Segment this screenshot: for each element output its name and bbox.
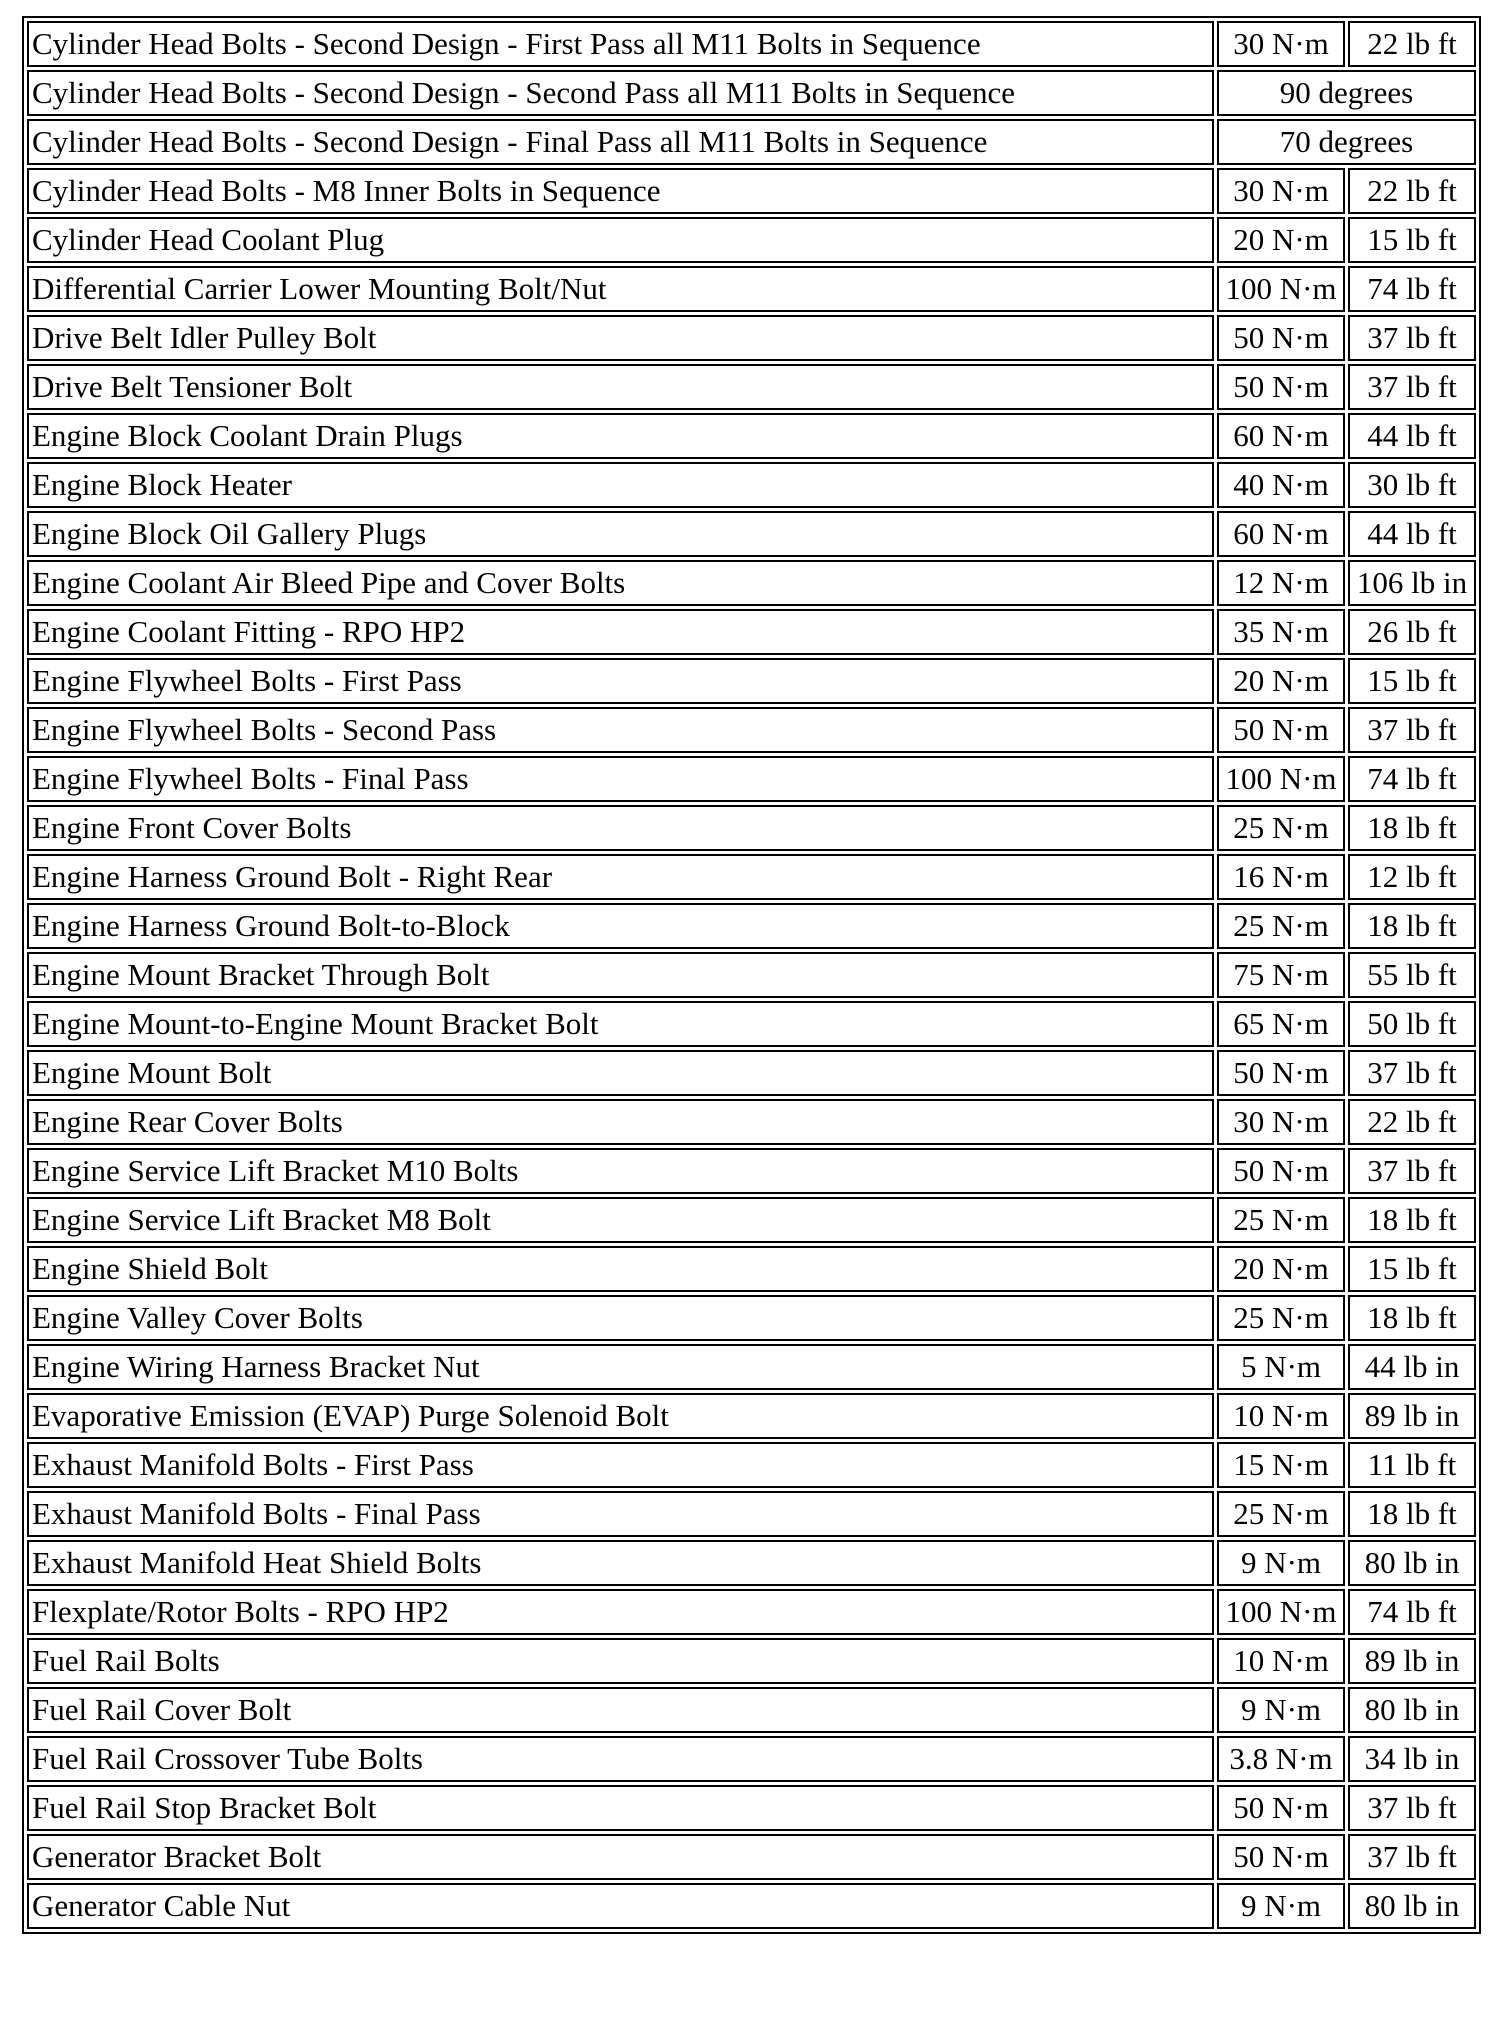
torque-metric: 30 N·m [1217,168,1345,214]
table-row [27,1295,1476,1341]
torque-angle-spec: 70 degrees [1217,119,1476,165]
torque-metric: 50 N·m [1217,364,1345,410]
table-row [27,21,1476,67]
torque-english: 89 lb in [1348,1393,1476,1439]
fastener-description: Cylinder Head Bolts - Second Design - Second Pass all M11 Bolts in Sequence [27,70,1214,116]
fastener-description: Cylinder Head Bolts - Second Design - Final Pass all M11 Bolts in Sequence [27,119,1214,165]
torque-english: 74 lb ft [1348,266,1476,312]
fastener-description: Fuel Rail Stop Bracket Bolt [27,1785,1214,1831]
torque-metric: 9 N·m [1217,1883,1345,1929]
table-row [27,462,1476,508]
fastener-description: Generator Cable Nut [27,1883,1214,1929]
fastener-description: Differential Carrier Lower Mounting Bolt/Nut [27,266,1214,312]
torque-english: 18 lb ft [1348,903,1476,949]
torque-metric: 10 N·m [1217,1393,1345,1439]
table-row [27,952,1476,998]
torque-metric: 20 N·m [1217,658,1345,704]
torque-english: 80 lb in [1348,1883,1476,1929]
torque-metric: 9 N·m [1217,1540,1345,1586]
table-row [27,364,1476,410]
torque-metric: 30 N·m [1217,1099,1345,1145]
table-row [27,1491,1476,1537]
torque-metric: 3.8 N·m [1217,1736,1345,1782]
table-row [27,1540,1476,1586]
torque-english: 15 lb ft [1348,1246,1476,1292]
fastener-description: Engine Block Coolant Drain Plugs [27,413,1214,459]
fastener-description: Exhaust Manifold Bolts - First Pass [27,1442,1214,1488]
torque-english: 44 lb ft [1348,511,1476,557]
fastener-description: Engine Wiring Harness Bracket Nut [27,1344,1214,1390]
torque-metric: 25 N·m [1217,1197,1345,1243]
fastener-description: Engine Block Heater [27,462,1214,508]
torque-metric: 50 N·m [1217,315,1345,361]
torque-metric: 50 N·m [1217,1785,1345,1831]
torque-english: 11 lb ft [1348,1442,1476,1488]
fastener-description: Cylinder Head Coolant Plug [27,217,1214,263]
fastener-description: Exhaust Manifold Heat Shield Bolts [27,1540,1214,1586]
torque-metric: 60 N·m [1217,511,1345,557]
fastener-description: Drive Belt Idler Pulley Bolt [27,315,1214,361]
torque-metric: 9 N·m [1217,1687,1345,1733]
torque-english: 22 lb ft [1348,21,1476,67]
fastener-description: Engine Flywheel Bolts - Second Pass [27,707,1214,753]
table-row [27,1050,1476,1096]
fastener-description: Engine Harness Ground Bolt-to-Block [27,903,1214,949]
fastener-description: Cylinder Head Bolts - M8 Inner Bolts in Sequence [27,168,1214,214]
fastener-description: Engine Flywheel Bolts - Final Pass [27,756,1214,802]
torque-metric: 5 N·m [1217,1344,1345,1390]
torque-metric: 50 N·m [1217,1050,1345,1096]
fastener-description: Engine Service Lift Bracket M10 Bolts [27,1148,1214,1194]
torque-english: 80 lb in [1348,1687,1476,1733]
fastener-description: Exhaust Manifold Bolts - Final Pass [27,1491,1214,1537]
table-row [27,1687,1476,1733]
table-row [27,1834,1476,1880]
torque-english: 37 lb ft [1348,364,1476,410]
fastener-description: Engine Mount Bolt [27,1050,1214,1096]
fastener-description: Drive Belt Tensioner Bolt [27,364,1214,410]
torque-metric: 12 N·m [1217,560,1345,606]
table-row [27,756,1476,802]
torque-english: 37 lb ft [1348,1834,1476,1880]
torque-metric: 10 N·m [1217,1638,1345,1684]
torque-english: 18 lb ft [1348,1491,1476,1537]
torque-metric: 60 N·m [1217,413,1345,459]
fastener-description: Generator Bracket Bolt [27,1834,1214,1880]
table-row [27,658,1476,704]
table-row [27,1001,1476,1047]
fastener-description: Fuel Rail Bolts [27,1638,1214,1684]
torque-metric: 25 N·m [1217,903,1345,949]
fastener-description: Flexplate/Rotor Bolts - RPO HP2 [27,1589,1214,1635]
torque-english: 37 lb ft [1348,315,1476,361]
table-row [27,903,1476,949]
torque-metric: 25 N·m [1217,805,1345,851]
fastener-description: Engine Mount Bracket Through Bolt [27,952,1214,998]
table-row [27,413,1476,459]
table-row [27,1148,1476,1194]
fastener-description: Engine Coolant Fitting - RPO HP2 [27,609,1214,655]
table-row [27,1785,1476,1831]
table-row [27,1638,1476,1684]
table-row [27,854,1476,900]
torque-english: 12 lb ft [1348,854,1476,900]
torque-metric: 100 N·m [1217,1589,1345,1635]
table-row [27,609,1476,655]
torque-english: 80 lb in [1348,1540,1476,1586]
torque-metric: 35 N·m [1217,609,1345,655]
torque-metric: 25 N·m [1217,1491,1345,1537]
table-row [27,315,1476,361]
table-row [27,1883,1476,1929]
torque-english: 106 lb in [1348,560,1476,606]
torque-english: 15 lb ft [1348,217,1476,263]
table-row [27,1736,1476,1782]
torque-metric: 50 N·m [1217,1148,1345,1194]
torque-english: 18 lb ft [1348,805,1476,851]
torque-english: 74 lb ft [1348,1589,1476,1635]
fastener-description: Engine Service Lift Bracket M8 Bolt [27,1197,1214,1243]
table-row [27,511,1476,557]
fastener-description: Fuel Rail Crossover Tube Bolts [27,1736,1214,1782]
torque-metric: 40 N·m [1217,462,1345,508]
torque-english: 55 lb ft [1348,952,1476,998]
torque-metric: 75 N·m [1217,952,1345,998]
torque-english: 22 lb ft [1348,1099,1476,1145]
torque-english: 37 lb ft [1348,1148,1476,1194]
torque-metric: 20 N·m [1217,217,1345,263]
fastener-description: Engine Rear Cover Bolts [27,1099,1214,1145]
table-row [27,119,1476,165]
fastener-description: Engine Front Cover Bolts [27,805,1214,851]
fastener-description: Engine Coolant Air Bleed Pipe and Cover Bolts [27,560,1214,606]
torque-angle-spec: 90 degrees [1217,70,1476,116]
table-row [27,1246,1476,1292]
torque-english: 37 lb ft [1348,707,1476,753]
fastener-description: Engine Mount-to-Engine Mount Bracket Bolt [27,1001,1214,1047]
torque-english: 44 lb in [1348,1344,1476,1390]
fastener-description: Engine Block Oil Gallery Plugs [27,511,1214,557]
table-row [27,805,1476,851]
torque-metric: 100 N·m [1217,756,1345,802]
torque-english: 18 lb ft [1348,1295,1476,1341]
torque-metric: 30 N·m [1217,21,1345,67]
torque-english: 26 lb ft [1348,609,1476,655]
fastener-description: Engine Harness Ground Bolt - Right Rear [27,854,1214,900]
torque-metric: 16 N·m [1217,854,1345,900]
torque-metric: 50 N·m [1217,707,1345,753]
torque-english: 89 lb in [1348,1638,1476,1684]
torque-metric: 25 N·m [1217,1295,1345,1341]
table-row [27,217,1476,263]
table-row [27,168,1476,214]
table-row [27,1197,1476,1243]
torque-metric: 100 N·m [1217,266,1345,312]
fastener-description: Engine Shield Bolt [27,1246,1214,1292]
table-row [27,1589,1476,1635]
torque-english: 30 lb ft [1348,462,1476,508]
torque-english: 37 lb ft [1348,1785,1476,1831]
table-row [27,560,1476,606]
torque-english: 50 lb ft [1348,1001,1476,1047]
torque-english: 74 lb ft [1348,756,1476,802]
torque-english: 18 lb ft [1348,1197,1476,1243]
fastener-description: Engine Valley Cover Bolts [27,1295,1214,1341]
table-row [27,707,1476,753]
fastener-description: Cylinder Head Bolts - Second Design - First Pass all M11 Bolts in Sequence [27,21,1214,67]
torque-english: 37 lb ft [1348,1050,1476,1096]
torque-metric: 20 N·m [1217,1246,1345,1292]
table-row [27,70,1476,116]
torque-metric: 65 N·m [1217,1001,1345,1047]
table-row [27,1442,1476,1488]
torque-english: 15 lb ft [1348,658,1476,704]
torque-spec-table-body [27,21,1476,1929]
fastener-description: Fuel Rail Cover Bolt [27,1687,1214,1733]
fastener-description: Engine Flywheel Bolts - First Pass [27,658,1214,704]
torque-metric: 15 N·m [1217,1442,1345,1488]
torque-english: 44 lb ft [1348,413,1476,459]
torque-english: 34 lb in [1348,1736,1476,1782]
fastener-description: Evaporative Emission (EVAP) Purge Solenoid Bolt [27,1393,1214,1439]
torque-english: 22 lb ft [1348,168,1476,214]
table-row [27,1099,1476,1145]
torque-metric: 50 N·m [1217,1834,1345,1880]
table-row [27,1393,1476,1439]
torque-spec-table [22,16,1481,1934]
table-row [27,266,1476,312]
table-row [27,1344,1476,1390]
